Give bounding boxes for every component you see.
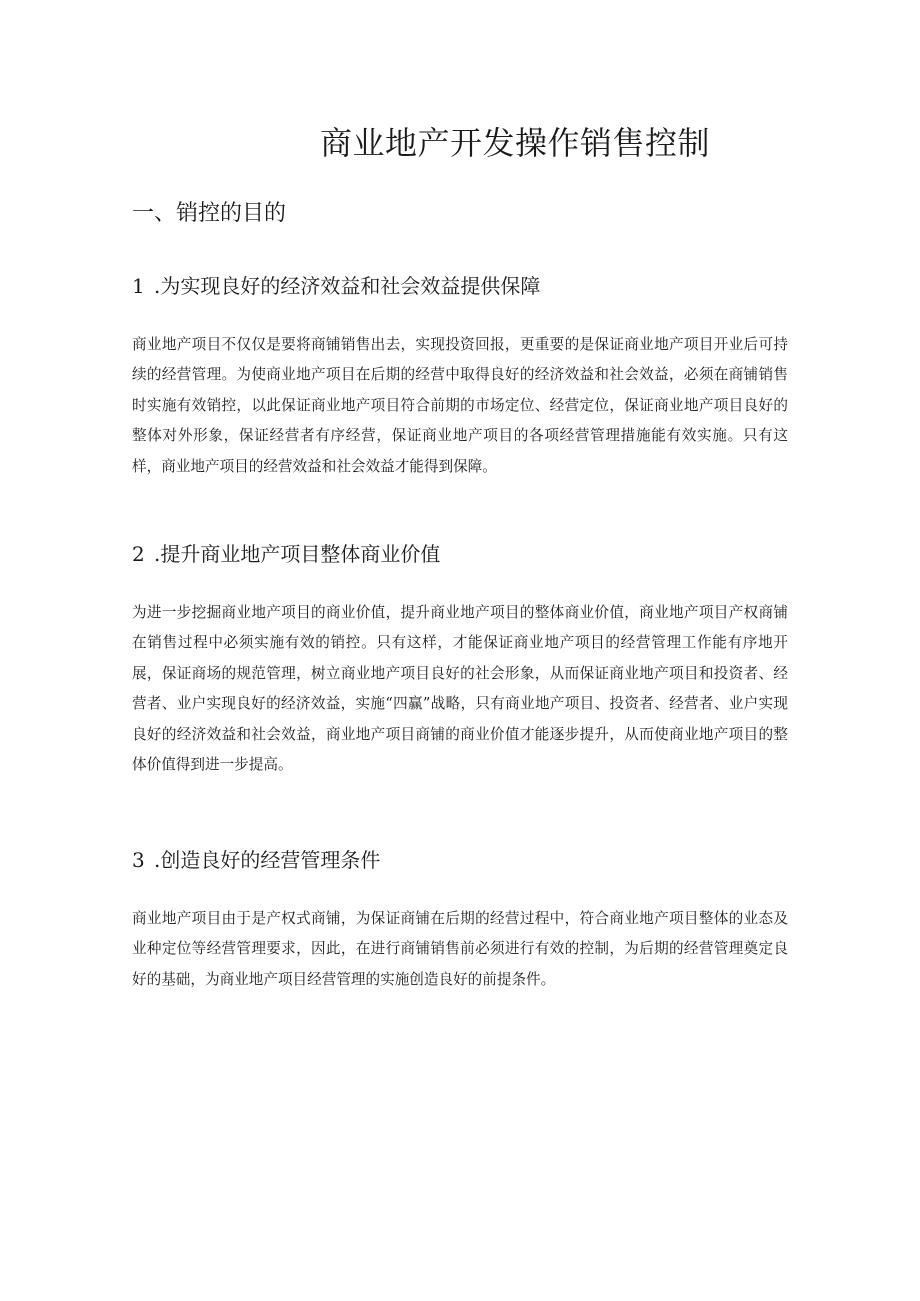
item-2-body: 为进一步挖掘商业地产项目的商业价值，提升商业地产项目的整体商业价值，商业地产项目产权商铺在销售过程中必须实施有效的销控。只有这样，才能保证商业地产项目的经营管理工作能有序地开展，保证商场的规范管理，树立商业地产项目良好的社会形象，从而保证商业地产项目和投资者、经营者、业户实现良好的经济效益，实施“四赢”战略，只有商业地产项目、投资者、经营者、业户实现良好的经济效益和社会效益，商业地产项目商铺的商业价值才能逐步提升，从而使商业地产项目的整体价值得到进一步提高。 bbox=[132, 604, 788, 774]
item-2-heading-text: .提升商业地产项目整体商业价值 bbox=[154, 542, 441, 566]
item-3-body: 商业地产项目由于是产权式商铺，为保证商铺在后期的经营过程中，符合商业地产项目整体的业态及业种定位等经营管理要求，因此，在进行商铺销售前必须进行有效的控制，为后期的经营管理奠定良好的基础，为商业地产项目经营管理的实施创造良好的前提条件。 bbox=[132, 910, 788, 988]
item-1-heading bbox=[132, 270, 540, 299]
item-1-number: 1 bbox=[132, 274, 145, 298]
item-1-body: 商业地产项目不仅仅是要将商铺销售出去，实现投资回报，更重要的是保证商业地产项目开业后可持续的经营管理。为使商业地产项目在后期的经营中取得良好的经济效益和社会效益，必须在商铺销售时实施有效销控，以此保证商业地产项目符合前期的市场定位、经营定位，保证商业地产项目良好的整体对外形象，保证经营者有序经营，保证商业地产项目的各项经营管理措施能有效实施。只有这样，商业地产项目的经营效益和社会效益才能得到保障。 bbox=[132, 336, 788, 475]
document-title: 商业地产开发操作销售控制 bbox=[320, 124, 711, 162]
section-heading: 一、销控的目的 bbox=[132, 201, 287, 226]
item-1-heading-text: .为实现良好的经济效益和社会效益提供保障 bbox=[154, 274, 541, 298]
item-2-heading bbox=[132, 538, 440, 567]
item-3-number: 3 bbox=[132, 848, 145, 872]
item-3-heading bbox=[132, 844, 380, 873]
item-2-number: 2 bbox=[132, 542, 145, 566]
item-3-heading-text: .创造良好的经营管理条件 bbox=[154, 848, 381, 872]
